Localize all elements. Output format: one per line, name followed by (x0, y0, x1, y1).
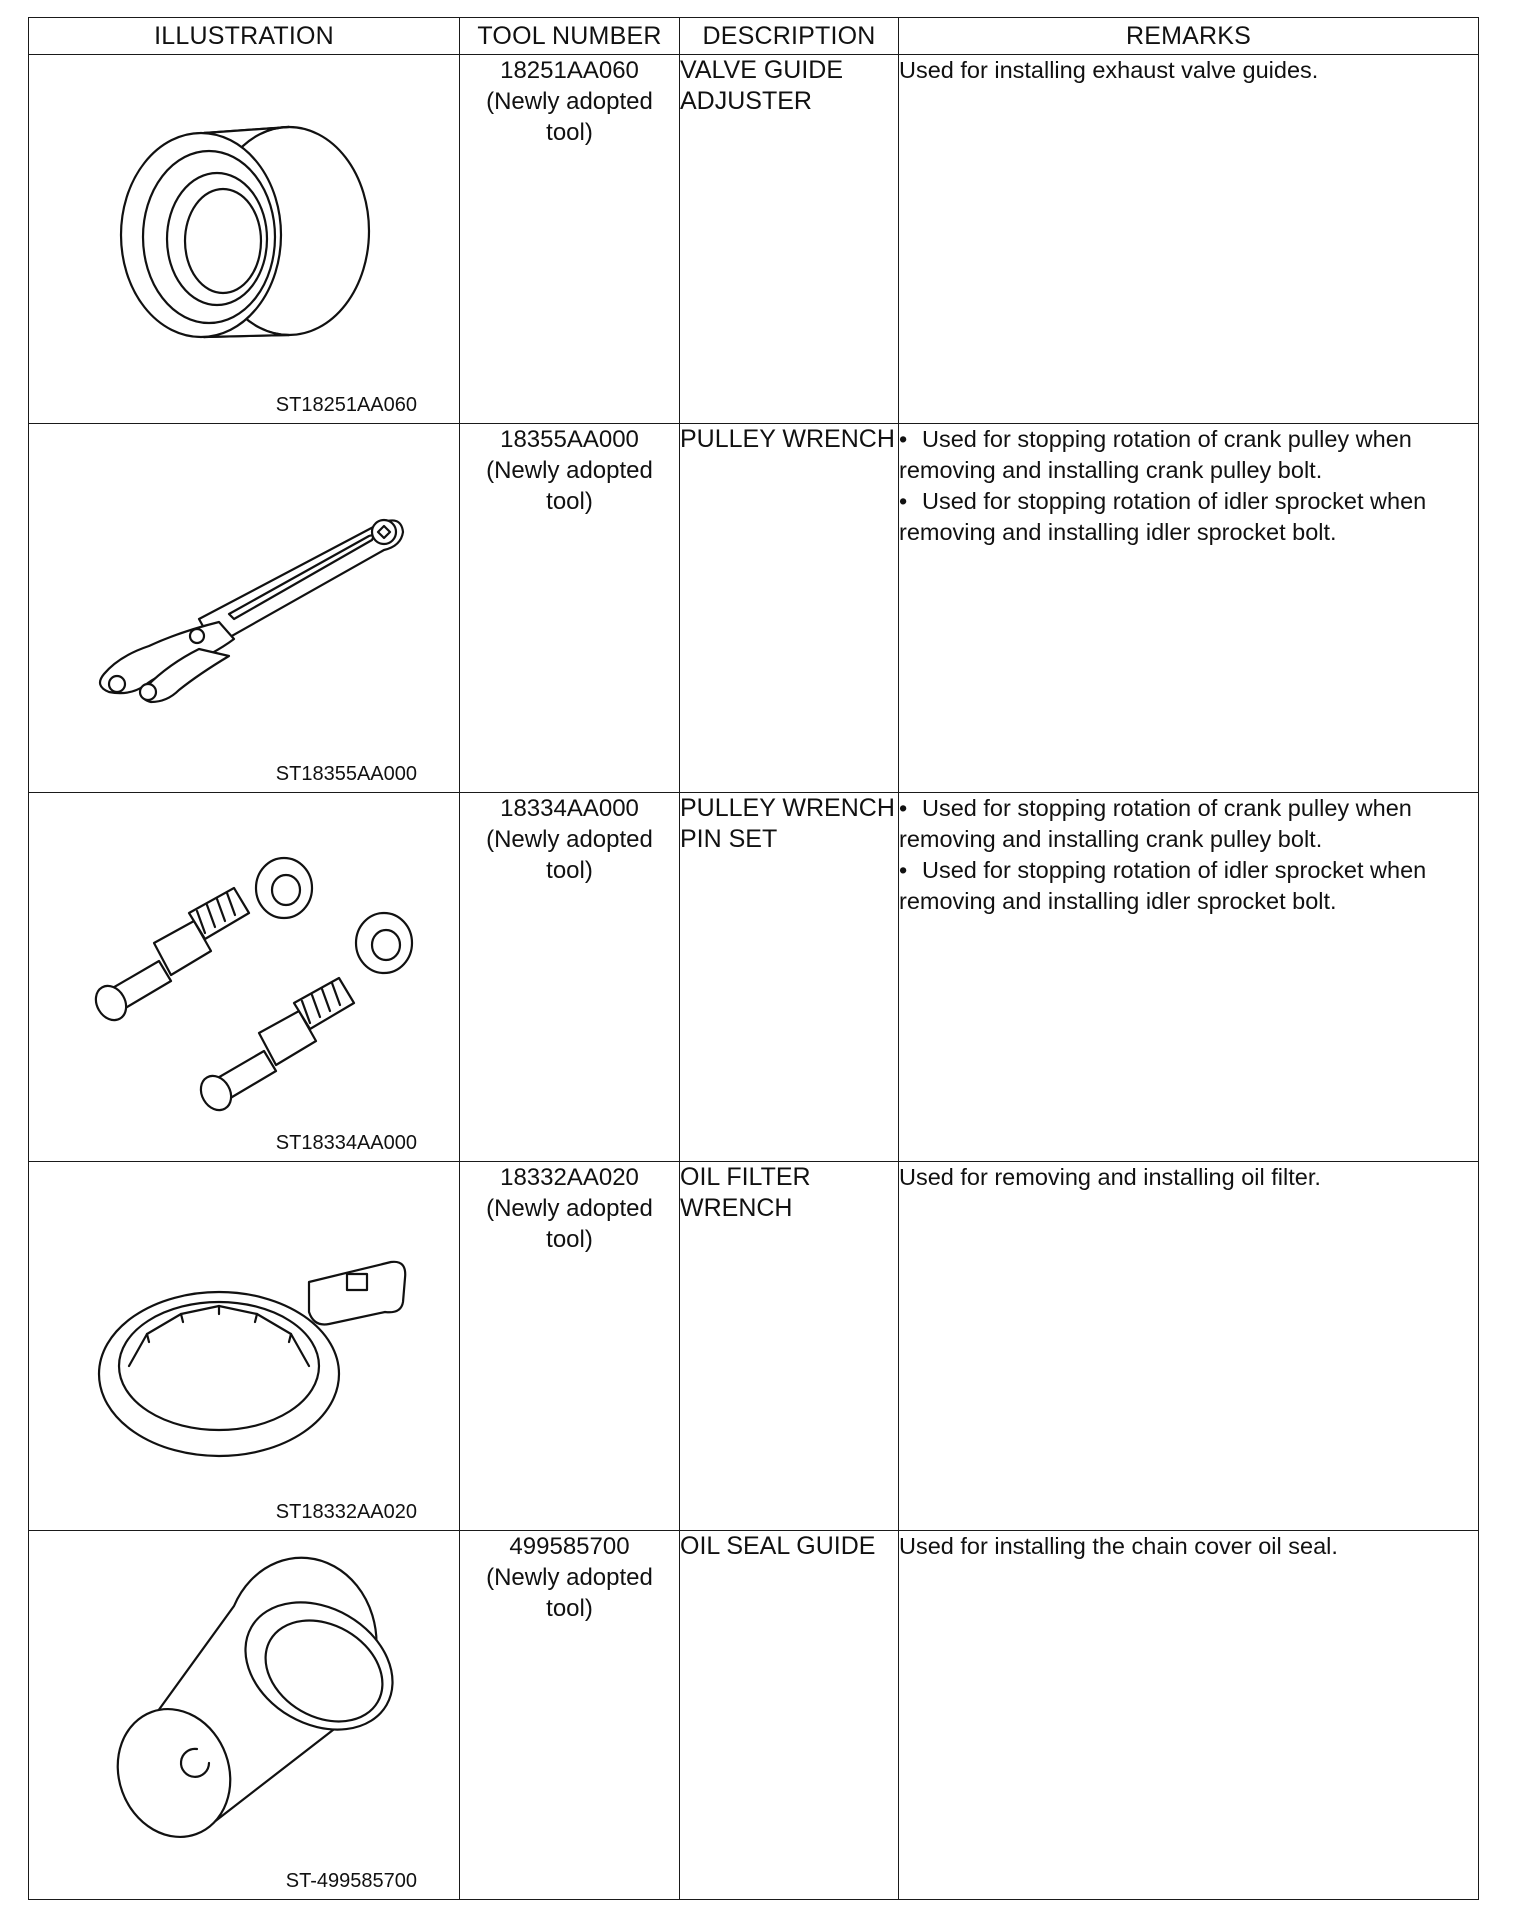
bullet-icon: • (899, 857, 908, 883)
table-row (29, 55, 1479, 424)
tool-number-cell (460, 1162, 680, 1531)
remark-bullet (899, 855, 1478, 917)
description-cell: PULLEY WRENCH (680, 424, 899, 793)
illustration-cell (29, 424, 460, 793)
table-row (29, 424, 1479, 793)
remarks-cell (899, 424, 1479, 793)
valve-guide-adjuster-drawing (29, 55, 460, 423)
tool-note: (Newly adopted (486, 88, 653, 115)
illustration-cell (29, 1531, 460, 1900)
description-cell: PULLEY WRENCH PIN SET (680, 793, 899, 1162)
illustration-code: ST18251AA060 (275, 394, 417, 416)
illustration-code: ST18355AA000 (275, 763, 417, 785)
tool-number-cell (460, 1531, 680, 1900)
oil-seal-guide-drawing (29, 1531, 460, 1899)
header-description: DESCRIPTION (680, 18, 899, 55)
remark-text: Used for stopping rotation of crank pulley when removing and installing crank pulley bolt. (899, 426, 1412, 483)
pulley-wrench-drawing (29, 424, 460, 792)
header-remarks: REMARKS (899, 18, 1479, 55)
tool-note: (Newly adopted (486, 826, 653, 853)
illustration-code: ST18334AA000 (275, 1132, 417, 1154)
tool-number: 18332AA020 (500, 1164, 639, 1191)
tool-note: (Newly adopted (486, 1564, 653, 1591)
remark-bullet (899, 424, 1478, 486)
header-illustration: ILLUSTRATION (29, 18, 460, 55)
bullet-icon: • (899, 426, 908, 452)
tool-number: 18251AA060 (500, 57, 639, 84)
tool-note: tool) (546, 488, 593, 515)
bullet-icon: • (899, 795, 908, 821)
illustration-code: ST-499585700 (285, 1870, 417, 1892)
table-row (29, 1531, 1479, 1900)
tool-note: tool) (546, 857, 593, 884)
table-row (29, 1162, 1479, 1531)
header-tool-number: TOOL NUMBER (460, 18, 680, 55)
bullet-icon: • (899, 488, 908, 514)
illustration-code: ST18332AA020 (275, 1501, 417, 1523)
tool-number: 18334AA000 (500, 795, 639, 822)
remark-text: Used for stopping rotation of idler sprocket when removing and installing idler sprocket bolt. (899, 488, 1427, 545)
description-cell: OIL FILTER WRENCH (680, 1162, 899, 1531)
tool-note: tool) (546, 1595, 593, 1622)
table-header-row (29, 18, 1479, 55)
illustration-cell (29, 793, 460, 1162)
remarks-cell (899, 793, 1479, 1162)
remark-text: Used for stopping rotation of crank pulley when removing and installing crank pulley bolt. (899, 795, 1412, 852)
tool-number-cell (460, 793, 680, 1162)
remark-text: Used for installing the chain cover oil seal. (899, 1533, 1338, 1559)
remarks-cell (899, 1531, 1479, 1900)
remark-text: Used for removing and installing oil filter. (899, 1164, 1321, 1190)
remark-text: Used for stopping rotation of idler sprocket when removing and installing idler sprocket bolt. (899, 857, 1427, 914)
tool-note: tool) (546, 119, 593, 146)
tool-number: 18355AA000 (500, 426, 639, 453)
remark-text: Used for installing exhaust valve guides. (899, 57, 1319, 83)
remark-bullet (899, 486, 1478, 548)
pulley-wrench-pin-set-drawing (29, 793, 460, 1161)
remarks-cell (899, 1162, 1479, 1531)
tool-number-cell (460, 55, 680, 424)
description-cell: OIL SEAL GUIDE (680, 1531, 899, 1900)
remarks-cell (899, 55, 1479, 424)
tool-note: (Newly adopted (486, 457, 653, 484)
tool-number: 499585700 (509, 1533, 630, 1560)
tool-number-cell (460, 424, 680, 793)
remark-bullet (899, 793, 1478, 855)
table-row (29, 793, 1479, 1162)
description-cell: VALVE GUIDE ADJUSTER (680, 55, 899, 424)
tool-note: tool) (546, 1226, 593, 1253)
illustration-cell (29, 55, 460, 424)
illustration-cell (29, 1162, 460, 1531)
special-tools-table (28, 17, 1479, 1900)
tool-note: (Newly adopted (486, 1195, 653, 1222)
oil-filter-wrench-drawing (29, 1162, 460, 1530)
